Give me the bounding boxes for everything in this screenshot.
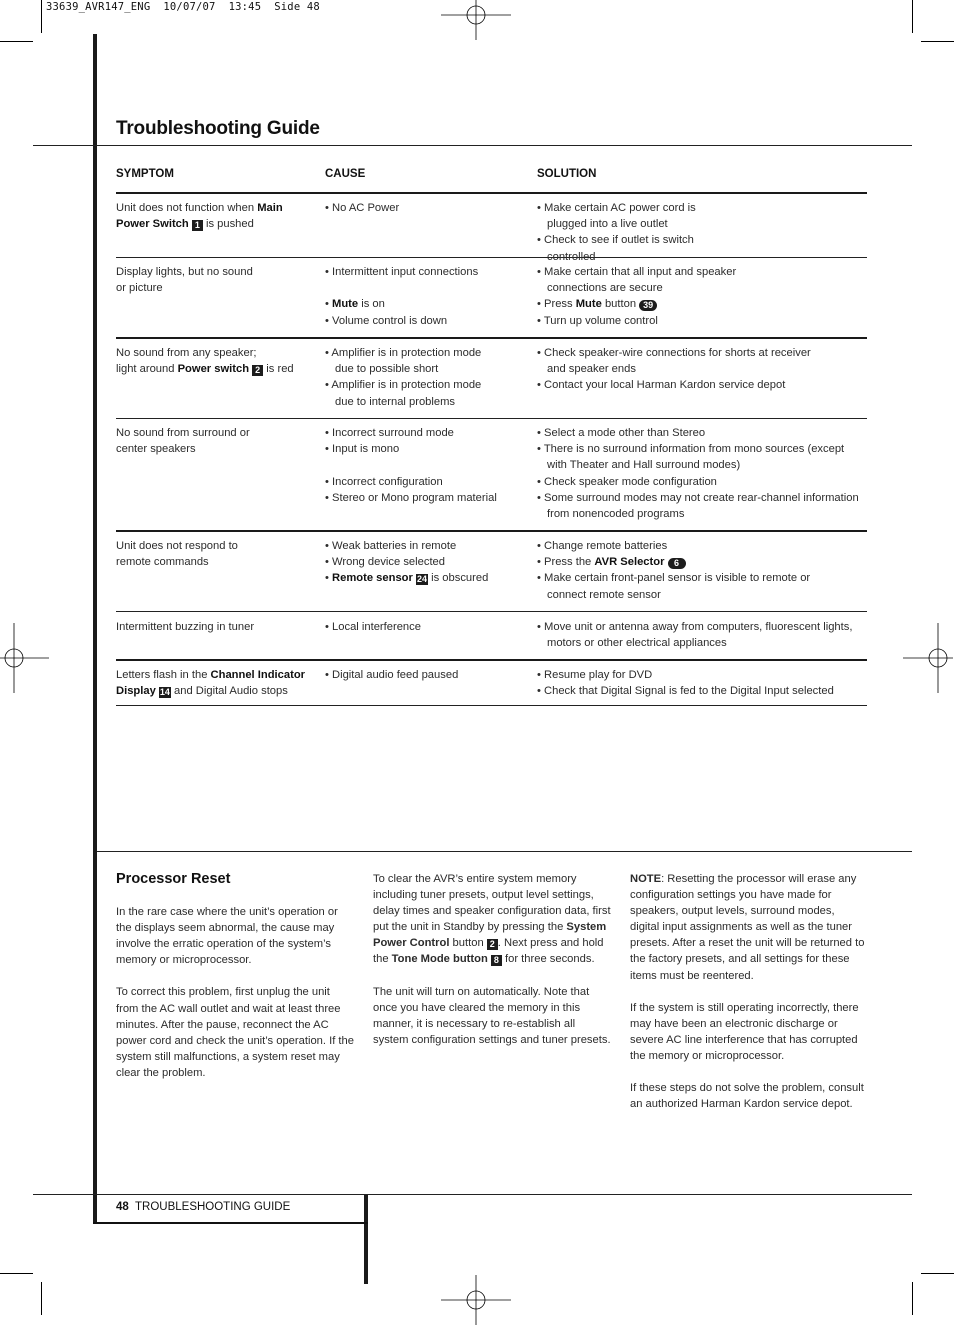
row-divider bbox=[116, 530, 867, 532]
solution-item: • Make certain front-panel sensor is visible to remote or connect remote sensor bbox=[537, 572, 811, 601]
control-name: Display bbox=[116, 685, 156, 698]
table-row-cause bbox=[325, 264, 525, 329]
cause-item: • Input is mono bbox=[325, 443, 400, 456]
row-divider bbox=[116, 659, 867, 661]
solution-item: • Some surround modes may not create rear-channel information from nonencoded programs bbox=[537, 491, 859, 521]
solution-item: • Make certain AC power cord is plugged into a live outlet bbox=[537, 202, 696, 231]
text: : Resetting the processor will erase any configuration settings you have made for speakers, output levels, surround modes, digital input assignments as well as the tuner presets. After a reset the unit will be returned to the factory presets, and all settings for these items must be reentered. bbox=[630, 873, 865, 982]
footer-label: TROUBLESHOOTING GUIDE bbox=[135, 1201, 291, 1213]
symptom-line bbox=[116, 683, 316, 699]
reference-number-icon: 1 bbox=[192, 220, 203, 231]
symptom-line bbox=[116, 216, 316, 232]
paragraph: If these steps do not solve the problem, consult an authorized Harman Kardon service depot. bbox=[630, 1082, 864, 1111]
row-divider bbox=[116, 418, 867, 419]
control-name: Power switch bbox=[177, 363, 250, 376]
symptom-line bbox=[116, 200, 316, 216]
table-row-solution bbox=[537, 538, 817, 603]
symptom-line: center speakers bbox=[116, 443, 196, 456]
symptom-line: Display lights, but no sound bbox=[116, 266, 253, 278]
text: is obscured bbox=[427, 572, 489, 585]
crop-mark bbox=[41, 1282, 42, 1315]
cause-item: • Local interference bbox=[325, 621, 421, 633]
text: is on bbox=[358, 298, 385, 311]
paragraph: The unit will turn on automatically. Note that once you have cleared the memory in this manner, it is necessary to re-establish all system configuration settings and tuner presets. bbox=[373, 985, 611, 1046]
text: and Digital Audio stops bbox=[170, 685, 288, 698]
section-rule bbox=[97, 851, 912, 852]
reference-number-icon: 14 bbox=[159, 687, 170, 698]
reference-number-icon: 8 bbox=[491, 955, 502, 966]
text: • bbox=[325, 298, 333, 311]
solution-item bbox=[537, 296, 742, 312]
header-rule bbox=[33, 145, 912, 146]
cause-item: • Amplifier is in protection mode due to possible short bbox=[325, 347, 482, 376]
text: light around bbox=[116, 363, 178, 376]
cause-item: • Wrong device selected bbox=[325, 556, 445, 569]
footer-rule bbox=[33, 1194, 912, 1195]
crop-mark bbox=[0, 41, 33, 42]
reference-number-icon: 2 bbox=[252, 365, 263, 376]
text: for three seconds. bbox=[501, 953, 595, 966]
text: Letters flash in the bbox=[116, 669, 211, 681]
column-header-solution: SOLUTION bbox=[537, 168, 597, 180]
registration-mark-icon bbox=[441, 1265, 511, 1335]
solution-item: • Make certain that all input and speaker connections are secure bbox=[537, 266, 737, 295]
cause-item bbox=[325, 570, 525, 586]
control-name: Mute bbox=[332, 298, 359, 311]
cause-item: • Incorrect configuration bbox=[325, 475, 443, 488]
symptom-line: or picture bbox=[116, 282, 163, 295]
cause-item: • Weak batteries in remote bbox=[325, 540, 457, 552]
solution-item bbox=[537, 554, 817, 570]
solution-item: • Contact your local Harman Kardon service depot bbox=[537, 379, 786, 392]
paragraph: If the system is still operating incorrectly, there may have been an electronic discharge or severe AC line interference that has corrupted the memory or microprocessor. bbox=[630, 1001, 859, 1063]
solution-item: • Select a mode other than Stereo bbox=[537, 427, 706, 439]
table-row-symptom bbox=[116, 264, 316, 296]
text: button bbox=[601, 298, 640, 311]
text: To clear the AVR’s entire system memory including tuner presets, output level settings, delay times and speaker configuration data, first put the unit in Standby by pressing the bbox=[373, 873, 611, 934]
spacer bbox=[325, 280, 525, 296]
registration-mark-icon bbox=[903, 623, 954, 693]
registration-mark-icon bbox=[441, 0, 511, 50]
cause-item: • No AC Power bbox=[325, 202, 400, 214]
table-row-symptom bbox=[116, 200, 316, 232]
reference-number-icon: 6 bbox=[668, 558, 686, 569]
solution-item: • Check speaker-wire connections for shorts at receiver and speaker ends bbox=[537, 347, 811, 376]
solution-item: • Turn up volume control bbox=[537, 314, 658, 327]
cause-item: • Digital audio feed paused bbox=[325, 669, 459, 681]
symptom-line: Unit does not respond to bbox=[116, 540, 238, 552]
control-name: Main bbox=[257, 202, 283, 214]
control-name: Tone Mode button bbox=[391, 953, 488, 966]
control-name: Power Switch bbox=[116, 218, 192, 231]
solution-item: • Check to see if outlet is switch controlled bbox=[537, 234, 694, 263]
paragraph: In the rare case where the unit’s operation or the displays seem abnormal, the cause may involve the erratic operation of the system’s memory or microprocessor. bbox=[116, 906, 338, 967]
registration-mark-icon bbox=[0, 623, 49, 693]
text: . Next press and hold the bbox=[373, 937, 604, 966]
control-name: Channel Indicator bbox=[210, 669, 306, 681]
column-header-cause: CAUSE bbox=[325, 168, 366, 180]
control-name: Mute bbox=[575, 298, 602, 311]
solution-item: • There is no surround information from mono sources (except with Theater and Hall surround modes) bbox=[537, 443, 845, 472]
row-divider bbox=[116, 611, 867, 612]
column-header-symptom: SYMPTOM bbox=[116, 168, 174, 180]
row-divider bbox=[116, 257, 867, 258]
table-row-solution bbox=[537, 345, 817, 394]
crop-mark bbox=[41, 0, 42, 33]
reset-column-2 bbox=[373, 871, 611, 1064]
control-name: System Power Control bbox=[373, 921, 607, 950]
cause-item: • Amplifier is in protection mode due to internal problems bbox=[325, 379, 482, 408]
cause-item bbox=[325, 296, 525, 312]
row-divider bbox=[116, 337, 867, 339]
solution-item: • Move unit or antenna away from computers, fluorescent lights, motors or other electrical appliances bbox=[537, 621, 853, 650]
crop-mark bbox=[921, 41, 954, 42]
table-header-rule bbox=[116, 192, 867, 194]
paragraph bbox=[630, 871, 866, 984]
table-row-solution bbox=[537, 264, 742, 329]
cause-item: • Intermittent input connections bbox=[325, 266, 479, 278]
page-title: Troubleshooting Guide bbox=[116, 118, 320, 139]
solution-item: • Check speaker mode configuration bbox=[537, 475, 717, 488]
table-row-cause bbox=[325, 345, 500, 410]
footer-rule bbox=[93, 1222, 368, 1224]
solution-item: • Change remote batteries bbox=[537, 540, 668, 552]
table-row-symptom bbox=[116, 667, 316, 699]
crop-mark bbox=[912, 0, 913, 33]
text: is pushed bbox=[202, 218, 254, 231]
cause-item: • Incorrect surround mode bbox=[325, 427, 454, 439]
crop-mark bbox=[0, 1273, 33, 1274]
control-name: AVR Selector bbox=[594, 556, 665, 569]
cause-item: • Stereo or Mono program material bbox=[325, 491, 497, 504]
section-title: Processor Reset bbox=[116, 871, 231, 887]
text: Unit does not function when bbox=[116, 202, 258, 214]
paragraph bbox=[373, 871, 611, 968]
table-row-solution bbox=[537, 200, 737, 265]
symptom-line bbox=[116, 361, 316, 377]
crop-mark bbox=[912, 1282, 913, 1315]
symptom-line: No sound from any speaker; bbox=[116, 347, 257, 359]
crop-mark bbox=[921, 1273, 954, 1274]
print-slug: 33639_AVR147_ENG 10/07/07 13:45 Side 48 bbox=[46, 1, 320, 13]
reset-column-3 bbox=[630, 871, 866, 1129]
text: button bbox=[449, 937, 487, 950]
table-row-cause bbox=[325, 619, 525, 635]
symptom-line bbox=[116, 667, 316, 683]
symptom-line: No sound from surround or bbox=[116, 427, 250, 439]
control-name: Remote sensor bbox=[332, 572, 413, 585]
text: • Press the bbox=[537, 556, 595, 569]
table-row-cause bbox=[325, 200, 525, 216]
text: • Press bbox=[537, 298, 576, 311]
text: • bbox=[325, 572, 333, 585]
footer-bar bbox=[364, 1194, 368, 1284]
table-row-symptom bbox=[116, 425, 316, 457]
page-number: 48 bbox=[116, 1201, 129, 1213]
table-row-cause bbox=[325, 538, 525, 587]
note-label: NOTE bbox=[630, 873, 662, 885]
paragraph: To correct this problem, first unplug the unit from the AC wall outlet and wait at least three minutes. After the pause, reconnect the AC power cord and check the unit’s operation. If the system still malfunctions, a system reset may clear the problem. bbox=[116, 986, 354, 1079]
text: is red bbox=[263, 363, 294, 376]
reference-number-icon: 24 bbox=[416, 574, 427, 585]
page-footer bbox=[116, 1201, 290, 1213]
solution-item: • Check that Digital Signal is fed to the Digital Input selected bbox=[537, 685, 834, 698]
solution-item: • Resume play for DVD bbox=[537, 669, 653, 681]
table-row-solution bbox=[537, 425, 862, 522]
symptom-line: Intermittent buzzing in tuner bbox=[116, 621, 255, 633]
reference-number-icon: 2 bbox=[487, 939, 498, 950]
page-margin-bar bbox=[93, 34, 97, 1224]
table-row-symptom bbox=[116, 538, 316, 570]
table-row-cause bbox=[325, 667, 525, 683]
table-row-cause bbox=[325, 425, 525, 506]
table-row-symptom bbox=[116, 345, 316, 377]
spacer bbox=[325, 457, 525, 473]
table-row-solution bbox=[537, 667, 862, 699]
reset-column-1 bbox=[116, 904, 354, 1097]
reference-number-icon: 39 bbox=[639, 300, 657, 311]
table-row-symptom bbox=[116, 619, 316, 635]
row-divider bbox=[116, 705, 867, 706]
cause-item: • Volume control is down bbox=[325, 314, 448, 327]
symptom-line: remote commands bbox=[116, 556, 209, 569]
table-row-solution bbox=[537, 619, 857, 651]
